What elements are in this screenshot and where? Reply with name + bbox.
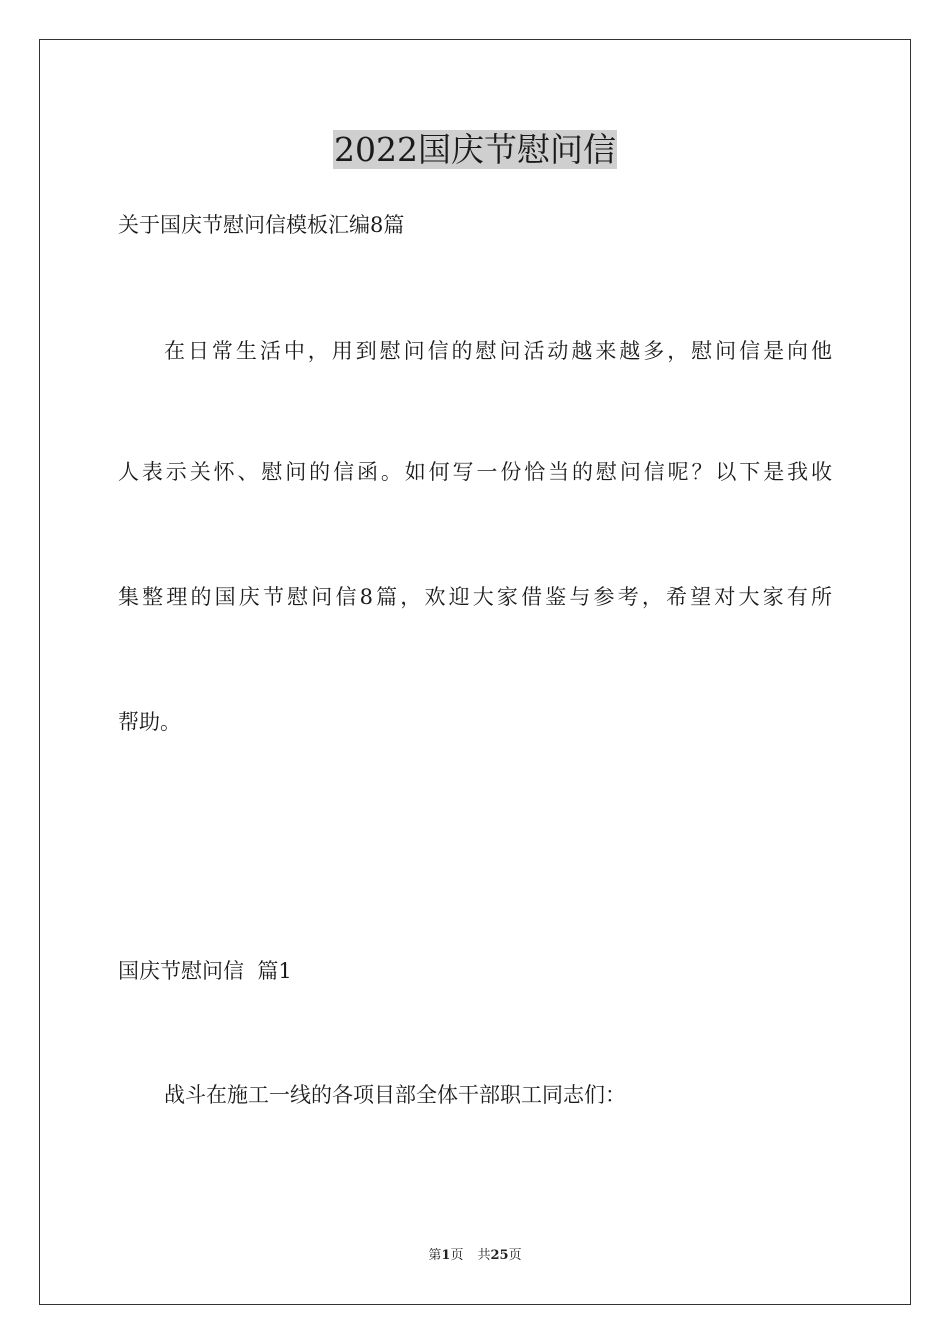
section-heading: 国庆节慰问信 篇1 [118, 959, 292, 983]
salutation: 战斗在施工一线的各项目部全体干部职工同志们： [164, 1083, 626, 1107]
footer-total-prefix: 共 [477, 1248, 491, 1263]
title-text: 2022国庆节慰问信 [334, 130, 616, 169]
page-footer [0, 1247, 950, 1265]
footer-total-suffix: 页 [508, 1248, 522, 1263]
footer-page-suffix: 页 [450, 1248, 464, 1263]
intro-line-2: 人表示关怀、慰问的信函。如何写一份恰当的慰问信呢？以下是我收 [118, 460, 832, 484]
intro-line-4: 帮助。 [118, 710, 181, 734]
footer-page-number: 1 [441, 1248, 451, 1263]
document-subtitle: 关于国庆节慰问信模板汇编8篇 [118, 213, 405, 237]
intro-line-1: 在日常生活中，用到慰问信的慰问活动越来越多，慰问信是向他 [164, 339, 832, 363]
footer-total-pages: 25 [490, 1248, 509, 1263]
footer-page-prefix: 第 [428, 1248, 442, 1263]
document-title [0, 128, 950, 172]
intro-line-3: 集整理的国庆节慰问信8篇，欢迎大家借鉴与参考，希望对大家有所 [118, 585, 832, 609]
